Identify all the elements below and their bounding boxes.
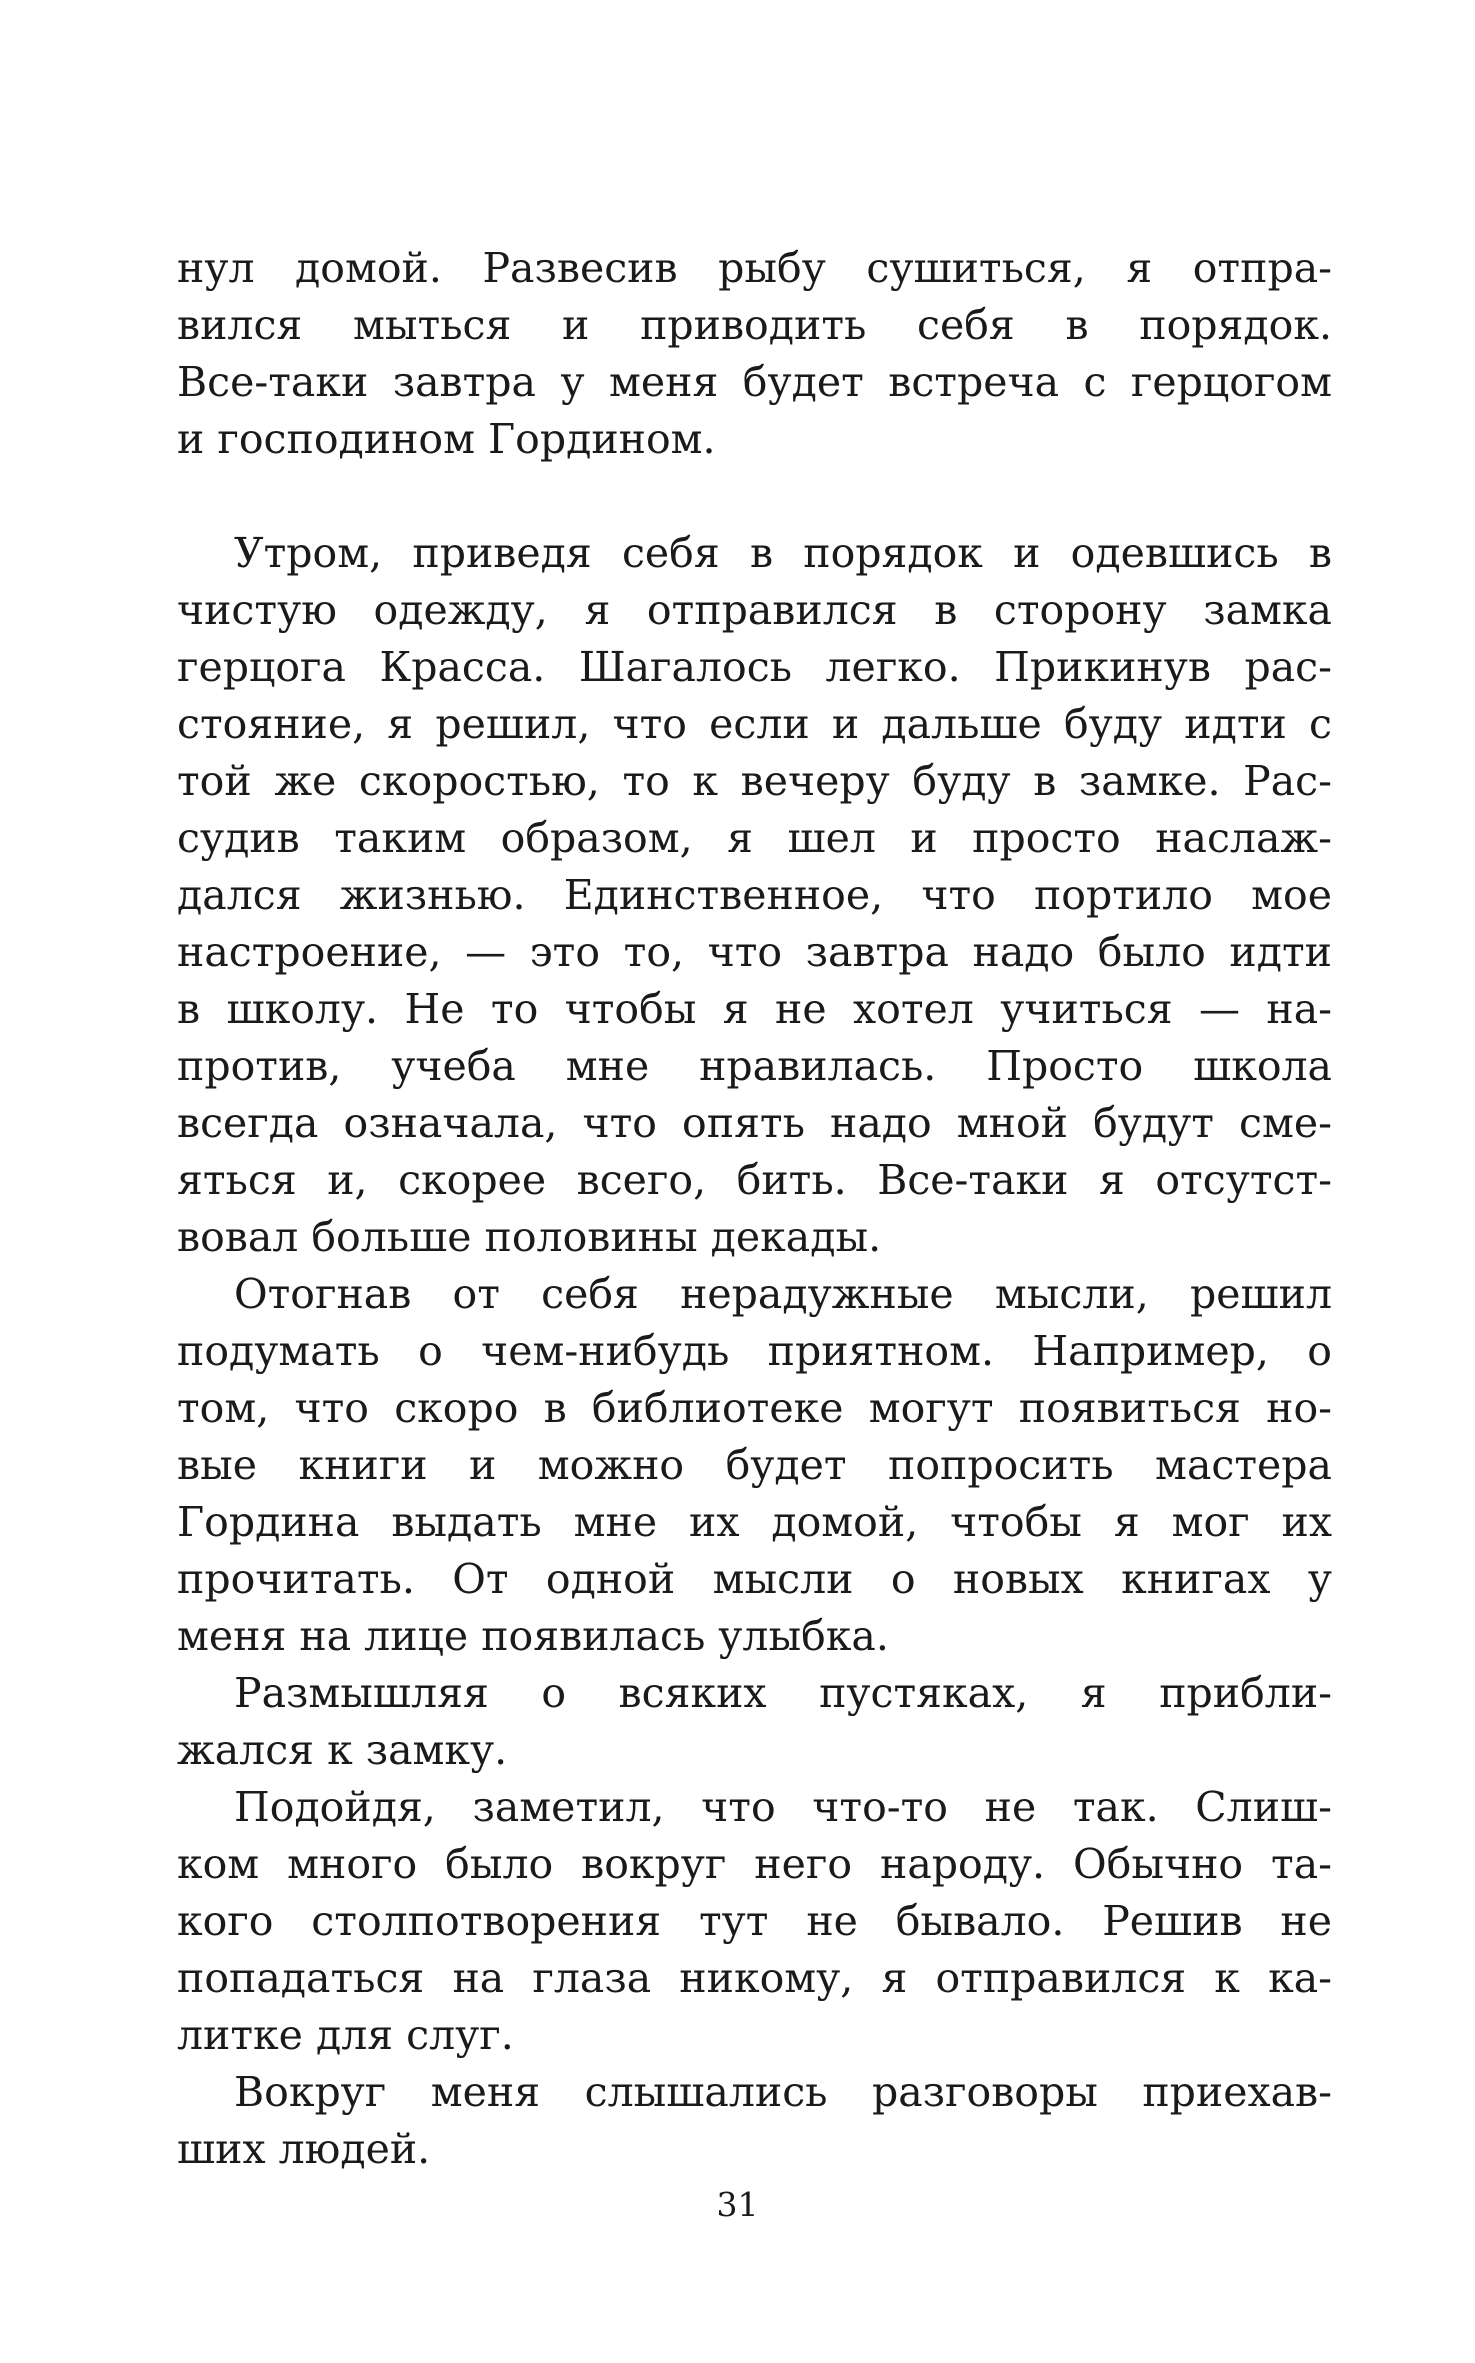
- paragraph: [177, 240, 1332, 468]
- text-line: дался жизнью. Единственное, что портило мое: [177, 871, 1332, 919]
- text-line: вовал больше половины декады.: [177, 1213, 882, 1261]
- text-line: Утром, приведя себя в порядок и одевшись в: [234, 529, 1332, 577]
- text-line: ком много было вокруг него народу. Обычно та-: [177, 1840, 1332, 1888]
- text-line: стояние, я решил, что если и дальше буду идти с: [177, 700, 1332, 748]
- text-line: том, что скоро в библиотеке могут появиться но-: [177, 1384, 1332, 1432]
- text-line: против, учеба мне нравилась. Просто школа: [177, 1042, 1332, 1090]
- paragraph: [177, 1779, 1332, 2064]
- text-line: меня на лице появилась улыбка.: [177, 1612, 889, 1660]
- text-line: Гордина выдать мне их домой, чтобы я мог их: [177, 1498, 1332, 1546]
- text-line: ших людей.: [177, 2125, 431, 2173]
- paragraph: [177, 2064, 1332, 2178]
- text-line: Вокруг меня слышались разговоры приехав-: [234, 2068, 1332, 2116]
- paragraph: [177, 525, 1332, 1266]
- text-line: жался к замку.: [177, 1726, 508, 1774]
- text-line: герцога Красса. Шагалось легко. Прикинув рас-: [177, 643, 1332, 691]
- text-line: Отогнав от себя нерадужные мысли, решил: [234, 1270, 1332, 1318]
- text-line: всегда означала, что опять надо мной будут сме-: [177, 1099, 1332, 1147]
- text-line: нул домой. Развесив рыбу сушиться, я отпра-: [177, 244, 1332, 292]
- text-line: прочитать. От одной мысли о новых книгах у: [177, 1555, 1332, 1603]
- text-line: вые книги и можно будет попросить мастера: [177, 1441, 1332, 1489]
- text-line: кого столпотворения тут не бывало. Решив не: [177, 1897, 1332, 1945]
- text-line: в школу. Не то чтобы я не хотел учиться — на-: [177, 985, 1332, 1033]
- text-line: Подойдя, заметил, что что-то не так. Слиш-: [234, 1783, 1332, 1831]
- paragraph: [177, 1266, 1332, 1665]
- text-line: литке для слуг.: [177, 2011, 514, 2059]
- text-line: той же скоростью, то к вечеру буду в замке. Рас-: [177, 757, 1332, 805]
- paragraph: [177, 1665, 1332, 1779]
- text-line: подумать о чем-нибудь приятном. Например, о: [177, 1327, 1332, 1375]
- text-line: Все-таки завтра у меня будет встреча с герцогом: [177, 358, 1332, 406]
- text-line: Размышляя о всяких пустяках, я прибли-: [234, 1669, 1332, 1717]
- text-line: попадаться на глаза никому, я отправился к ка-: [177, 1954, 1332, 2002]
- text-line: вился мыться и приводить себя в порядок.: [177, 301, 1332, 349]
- body-text: [177, 240, 1332, 2178]
- text-line: настроение, — это то, что завтра надо было идти: [177, 928, 1332, 976]
- page-number: 31: [716, 2185, 759, 2224]
- text-line: яться и, скорее всего, бить. Все-таки я отсутст-: [177, 1156, 1332, 1204]
- text-line: чистую одежду, я отправился в сторону замка: [177, 586, 1332, 634]
- section-break: [177, 468, 1332, 525]
- text-line: судив таким образом, я шел и просто наслаж-: [177, 814, 1332, 862]
- text-line: и господином Гордином.: [177, 415, 716, 463]
